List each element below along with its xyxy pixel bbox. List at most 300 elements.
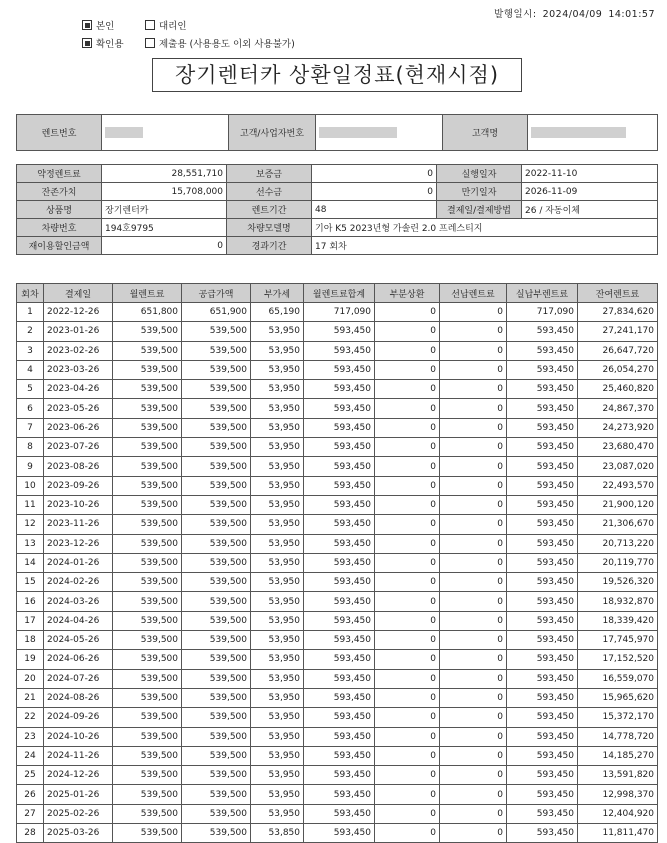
table-cell: 65,190 <box>251 303 304 322</box>
promised-rent-value: 28,551,710 <box>102 165 227 183</box>
table-cell: 539,500 <box>113 399 182 418</box>
table-cell: 12,404,920 <box>578 804 658 823</box>
table-cell: 593,450 <box>304 360 375 379</box>
table-cell: 2024-01-26 <box>44 553 113 572</box>
table-cell: 539,500 <box>113 573 182 592</box>
table-cell: 0 <box>375 341 440 360</box>
table-cell: 539,500 <box>182 631 251 650</box>
table-cell: 539,500 <box>113 669 182 688</box>
table-cell: 0 <box>375 746 440 765</box>
table-cell: 539,500 <box>113 824 182 843</box>
exec-date-label: 실행일자 <box>437 165 522 183</box>
table-cell: 20,119,770 <box>578 553 658 572</box>
schedule-header-row <box>17 284 658 303</box>
table-cell: 53,950 <box>251 341 304 360</box>
contract-table <box>16 164 658 255</box>
table-cell: 2024-04-26 <box>44 611 113 630</box>
table-cell: 53,950 <box>251 746 304 765</box>
checkbox-agent[interactable] <box>145 18 187 32</box>
table-cell: 2023-04-26 <box>44 380 113 399</box>
car-no-value: 194호9795 <box>102 219 227 237</box>
model-label: 차량모델명 <box>227 219 312 237</box>
table-cell: 539,500 <box>113 495 182 514</box>
table-row <box>17 611 658 630</box>
model-value: 기아 K5 2023년형 가솔린 2.0 프레스티지 <box>312 219 658 237</box>
table-cell: 2025-03-26 <box>44 824 113 843</box>
table-cell: 0 <box>375 418 440 437</box>
table-cell: 2024-11-26 <box>44 746 113 765</box>
table-cell: 53,950 <box>251 688 304 707</box>
col-header: 월렌트료합계 <box>304 284 375 303</box>
table-cell: 593,450 <box>304 573 375 592</box>
checkbox-confirm[interactable] <box>82 36 124 50</box>
table-cell: 0 <box>375 727 440 746</box>
table-cell: 0 <box>440 650 507 669</box>
table-cell: 539,500 <box>182 495 251 514</box>
table-cell: 0 <box>375 708 440 727</box>
redacted-block <box>531 127 626 138</box>
table-cell: 0 <box>440 303 507 322</box>
table-cell: 53,950 <box>251 476 304 495</box>
table-cell: 2023-05-26 <box>44 399 113 418</box>
table-cell: 593,450 <box>304 824 375 843</box>
deposit-value: 0 <box>312 165 437 183</box>
table-cell: 2024-08-26 <box>44 688 113 707</box>
table-cell: 10 <box>17 476 44 495</box>
col-header: 공급가액 <box>182 284 251 303</box>
table-row <box>17 824 658 843</box>
table-cell: 26 <box>17 785 44 804</box>
table-cell: 651,900 <box>182 303 251 322</box>
table-cell: 53,950 <box>251 553 304 572</box>
table-cell: 593,450 <box>304 341 375 360</box>
table-cell: 539,500 <box>113 785 182 804</box>
table-cell: 0 <box>440 592 507 611</box>
checkbox-agent-label: 대리인 <box>159 21 187 32</box>
table-cell: 539,500 <box>113 515 182 534</box>
table-cell: 539,500 <box>182 804 251 823</box>
table-cell: 2024-03-26 <box>44 592 113 611</box>
table-cell: 53,950 <box>251 360 304 379</box>
table-cell: 0 <box>375 380 440 399</box>
table-cell: 593,450 <box>304 669 375 688</box>
table-row <box>17 746 658 765</box>
table-cell: 0 <box>440 611 507 630</box>
redacted-block <box>319 127 397 138</box>
maturity-value: 2026-11-09 <box>522 183 658 201</box>
table-cell: 593,450 <box>507 457 578 476</box>
table-cell: 2024-09-26 <box>44 708 113 727</box>
table-cell: 539,500 <box>113 341 182 360</box>
exec-date-value: 2022-11-10 <box>522 165 658 183</box>
table-cell: 12,998,370 <box>578 785 658 804</box>
table-cell: 717,090 <box>507 303 578 322</box>
table-cell: 593,450 <box>507 322 578 341</box>
table-cell: 2023-09-26 <box>44 476 113 495</box>
table-cell: 593,450 <box>507 360 578 379</box>
table-cell: 2023-11-26 <box>44 515 113 534</box>
table-cell: 26,647,720 <box>578 341 658 360</box>
table-cell: 539,500 <box>182 669 251 688</box>
customer-name-label: 고객명 <box>443 115 528 151</box>
table-cell: 0 <box>375 476 440 495</box>
table-cell: 593,450 <box>304 380 375 399</box>
table-cell: 539,500 <box>182 688 251 707</box>
table-cell: 539,500 <box>182 824 251 843</box>
table-cell: 0 <box>440 688 507 707</box>
table-cell: 2024-06-26 <box>44 650 113 669</box>
table-row <box>17 399 658 418</box>
table-cell: 8 <box>17 438 44 457</box>
table-cell: 24 <box>17 746 44 765</box>
checkbox-self[interactable] <box>82 18 114 32</box>
table-cell: 4 <box>17 360 44 379</box>
table-cell: 17 <box>17 611 44 630</box>
table-cell: 593,450 <box>304 611 375 630</box>
table-cell: 28 <box>17 824 44 843</box>
table-cell: 11,811,470 <box>578 824 658 843</box>
table-cell: 0 <box>440 495 507 514</box>
table-cell: 539,500 <box>182 573 251 592</box>
table-row <box>17 341 658 360</box>
table-cell: 593,450 <box>507 824 578 843</box>
table-cell: 539,500 <box>113 457 182 476</box>
table-cell: 593,450 <box>507 708 578 727</box>
table-cell: 593,450 <box>304 534 375 553</box>
col-header: 월렌트료 <box>113 284 182 303</box>
repayment-schedule-table <box>16 283 658 843</box>
deposit-label: 보증금 <box>227 165 312 183</box>
car-no-label: 차량번호 <box>17 219 102 237</box>
table-cell: 593,450 <box>304 804 375 823</box>
table-cell: 593,450 <box>304 650 375 669</box>
table-cell: 0 <box>375 534 440 553</box>
table-cell: 53,950 <box>251 322 304 341</box>
period-value: 48 <box>312 201 437 219</box>
payday-value: 26 / 자동이체 <box>522 201 658 219</box>
table-cell: 53,950 <box>251 727 304 746</box>
table-cell: 539,500 <box>113 534 182 553</box>
table-cell: 2023-01-26 <box>44 322 113 341</box>
table-row <box>17 727 658 746</box>
table-cell: 0 <box>440 727 507 746</box>
checkbox-unchecked-icon <box>145 20 155 30</box>
table-cell: 593,450 <box>507 631 578 650</box>
table-row <box>17 322 658 341</box>
table-cell: 0 <box>375 824 440 843</box>
table-cell: 15,965,620 <box>578 688 658 707</box>
table-cell: 539,500 <box>182 553 251 572</box>
residual-value: 15,708,000 <box>102 183 227 201</box>
table-row <box>17 631 658 650</box>
table-cell: 539,500 <box>182 341 251 360</box>
table-row <box>17 534 658 553</box>
table-cell: 0 <box>440 766 507 785</box>
checkbox-submit-label: 제출용 (사용용도 이외 사용불가) <box>159 39 295 50</box>
reuse-discount-value: 0 <box>102 237 227 255</box>
table-cell: 18,339,420 <box>578 611 658 630</box>
table-cell: 24,273,920 <box>578 418 658 437</box>
issue-date: 2024/04/09 <box>542 9 603 20</box>
table-cell: 0 <box>375 688 440 707</box>
table-cell: 0 <box>440 534 507 553</box>
table-cell: 19 <box>17 650 44 669</box>
table-row <box>17 804 658 823</box>
table-cell: 2023-03-26 <box>44 360 113 379</box>
table-cell: 15 <box>17 573 44 592</box>
table-cell: 593,450 <box>507 399 578 418</box>
table-cell: 0 <box>440 322 507 341</box>
table-row <box>17 669 658 688</box>
table-row <box>17 708 658 727</box>
promised-rent-label: 약정렌트료 <box>17 165 102 183</box>
table-cell: 53,950 <box>251 515 304 534</box>
table-cell: 539,500 <box>113 804 182 823</box>
table-cell: 6 <box>17 399 44 418</box>
table-cell: 0 <box>375 611 440 630</box>
table-row <box>17 303 658 322</box>
checkbox-self-label: 본인 <box>96 21 115 32</box>
table-row <box>17 785 658 804</box>
table-cell: 593,450 <box>304 515 375 534</box>
table-row <box>17 457 658 476</box>
table-cell: 593,450 <box>507 727 578 746</box>
table-cell: 0 <box>375 495 440 514</box>
table-cell: 539,500 <box>182 727 251 746</box>
table-cell: 539,500 <box>113 688 182 707</box>
table-cell: 593,450 <box>507 534 578 553</box>
table-cell: 593,450 <box>304 495 375 514</box>
table-cell: 0 <box>440 515 507 534</box>
checkbox-checked-icon <box>82 38 92 48</box>
table-cell: 0 <box>375 766 440 785</box>
table-cell: 539,500 <box>113 476 182 495</box>
table-cell: 2023-08-26 <box>44 457 113 476</box>
table-cell: 53,950 <box>251 804 304 823</box>
table-cell: 24,867,370 <box>578 399 658 418</box>
table-cell: 0 <box>440 360 507 379</box>
table-cell: 0 <box>375 303 440 322</box>
table-cell: 16 <box>17 592 44 611</box>
table-cell: 20,713,220 <box>578 534 658 553</box>
table-cell: 23,680,470 <box>578 438 658 457</box>
table-cell: 12 <box>17 515 44 534</box>
table-cell: 593,450 <box>507 418 578 437</box>
table-cell: 593,450 <box>507 650 578 669</box>
table-cell: 593,450 <box>507 553 578 572</box>
table-cell: 2024-12-26 <box>44 766 113 785</box>
table-cell: 0 <box>440 457 507 476</box>
table-row <box>17 553 658 572</box>
col-header: 잔여렌트료 <box>578 284 658 303</box>
table-cell: 17,152,520 <box>578 650 658 669</box>
table-row <box>17 592 658 611</box>
table-cell: 593,450 <box>507 746 578 765</box>
table-cell: 539,500 <box>182 438 251 457</box>
table-cell: 593,450 <box>507 438 578 457</box>
table-cell: 22 <box>17 708 44 727</box>
table-cell: 25,460,820 <box>578 380 658 399</box>
table-cell: 0 <box>375 553 440 572</box>
table-cell: 53,950 <box>251 766 304 785</box>
rental-no-value <box>102 115 229 151</box>
table-cell: 27,834,620 <box>578 303 658 322</box>
rental-no-label: 렌트번호 <box>17 115 102 151</box>
customer-info-table <box>16 114 658 151</box>
table-cell: 593,450 <box>304 688 375 707</box>
table-row <box>17 380 658 399</box>
table-cell: 1 <box>17 303 44 322</box>
table-cell: 14 <box>17 553 44 572</box>
table-cell: 11 <box>17 495 44 514</box>
col-header: 실납부렌트료 <box>507 284 578 303</box>
document-title: 장기렌터카 상환일정표(현재시점) <box>152 58 522 92</box>
table-cell: 0 <box>375 650 440 669</box>
table-cell: 539,500 <box>113 631 182 650</box>
table-row <box>17 418 658 437</box>
table-cell: 53,950 <box>251 785 304 804</box>
table-cell: 0 <box>375 399 440 418</box>
col-header: 부가세 <box>251 284 304 303</box>
table-cell: 9 <box>17 457 44 476</box>
table-cell: 593,450 <box>507 476 578 495</box>
table-cell: 593,450 <box>507 341 578 360</box>
checkbox-submit[interactable] <box>145 36 295 50</box>
table-cell: 7 <box>17 418 44 437</box>
table-cell: 593,450 <box>304 727 375 746</box>
table-cell: 593,450 <box>304 476 375 495</box>
table-cell: 0 <box>375 804 440 823</box>
checkbox-unchecked-icon <box>145 38 155 48</box>
table-cell: 0 <box>375 573 440 592</box>
table-cell: 593,450 <box>507 592 578 611</box>
table-cell: 593,450 <box>304 322 375 341</box>
table-cell: 539,500 <box>182 418 251 437</box>
table-cell: 2 <box>17 322 44 341</box>
table-cell: 593,450 <box>507 573 578 592</box>
table-cell: 2025-02-26 <box>44 804 113 823</box>
prepay-label: 선수금 <box>227 183 312 201</box>
table-cell: 539,500 <box>113 438 182 457</box>
table-cell: 21 <box>17 688 44 707</box>
table-cell: 2023-12-26 <box>44 534 113 553</box>
table-row <box>17 438 658 457</box>
table-cell: 593,450 <box>304 746 375 765</box>
reuse-discount-label: 재이용할인금액 <box>17 237 102 255</box>
table-cell: 539,500 <box>182 708 251 727</box>
table-cell: 18,932,870 <box>578 592 658 611</box>
table-cell: 0 <box>440 476 507 495</box>
table-cell: 539,500 <box>182 785 251 804</box>
table-cell: 2023-06-26 <box>44 418 113 437</box>
table-cell: 593,450 <box>507 495 578 514</box>
table-cell: 539,500 <box>113 611 182 630</box>
table-cell: 22,493,570 <box>578 476 658 495</box>
table-cell: 539,500 <box>182 534 251 553</box>
table-cell: 539,500 <box>182 457 251 476</box>
table-cell: 539,500 <box>182 515 251 534</box>
table-cell: 593,450 <box>507 380 578 399</box>
table-cell: 0 <box>440 399 507 418</box>
table-cell: 539,500 <box>113 650 182 669</box>
table-cell: 2024-10-26 <box>44 727 113 746</box>
table-cell: 0 <box>440 631 507 650</box>
table-cell: 53,950 <box>251 380 304 399</box>
table-cell: 53,950 <box>251 457 304 476</box>
table-cell: 593,450 <box>507 611 578 630</box>
table-cell: 539,500 <box>182 611 251 630</box>
table-cell: 17,745,970 <box>578 631 658 650</box>
table-cell: 23 <box>17 727 44 746</box>
table-cell: 539,500 <box>113 322 182 341</box>
table-cell: 26,054,270 <box>578 360 658 379</box>
table-cell: 539,500 <box>182 766 251 785</box>
table-cell: 0 <box>440 438 507 457</box>
table-cell: 539,500 <box>113 746 182 765</box>
table-cell: 0 <box>375 457 440 476</box>
table-cell: 539,500 <box>182 360 251 379</box>
table-cell: 2025-01-26 <box>44 785 113 804</box>
table-cell: 0 <box>375 515 440 534</box>
table-cell: 21,306,670 <box>578 515 658 534</box>
table-cell: 53,950 <box>251 399 304 418</box>
table-cell: 13 <box>17 534 44 553</box>
table-cell: 539,500 <box>182 592 251 611</box>
table-cell: 0 <box>440 708 507 727</box>
table-cell: 0 <box>440 380 507 399</box>
table-cell: 53,950 <box>251 418 304 437</box>
elapsed-value: 17 회차 <box>312 237 658 255</box>
table-cell: 0 <box>440 573 507 592</box>
table-row <box>17 476 658 495</box>
table-cell: 593,450 <box>304 399 375 418</box>
maturity-label: 만기일자 <box>437 183 522 201</box>
customer-id-label: 고객/사업자번호 <box>229 115 316 151</box>
table-cell: 53,950 <box>251 669 304 688</box>
table-cell: 2024-02-26 <box>44 573 113 592</box>
table-cell: 13,591,820 <box>578 766 658 785</box>
table-row <box>17 650 658 669</box>
table-cell: 53,850 <box>251 824 304 843</box>
residual-label: 잔존가치 <box>17 183 102 201</box>
table-cell: 53,950 <box>251 650 304 669</box>
table-cell: 21,900,120 <box>578 495 658 514</box>
table-cell: 593,450 <box>304 592 375 611</box>
payday-label: 결제일/결제방법 <box>437 201 522 219</box>
table-cell: 0 <box>440 785 507 804</box>
table-cell: 2023-07-26 <box>44 438 113 457</box>
checkbox-confirm-label: 확인용 <box>96 39 124 50</box>
table-cell: 539,500 <box>113 418 182 437</box>
table-cell: 53,950 <box>251 708 304 727</box>
table-cell: 0 <box>375 592 440 611</box>
table-cell: 593,450 <box>304 438 375 457</box>
customer-name-value <box>528 115 658 151</box>
table-row <box>17 495 658 514</box>
table-cell: 593,450 <box>507 785 578 804</box>
table-cell: 593,450 <box>507 688 578 707</box>
table-cell: 593,450 <box>507 515 578 534</box>
table-cell: 15,372,170 <box>578 708 658 727</box>
table-row <box>17 515 658 534</box>
table-cell: 27,241,170 <box>578 322 658 341</box>
table-cell: 539,500 <box>182 399 251 418</box>
table-cell: 539,500 <box>113 727 182 746</box>
redacted-block <box>105 127 143 138</box>
table-cell: 0 <box>440 669 507 688</box>
table-cell: 0 <box>375 322 440 341</box>
table-cell: 593,450 <box>304 766 375 785</box>
